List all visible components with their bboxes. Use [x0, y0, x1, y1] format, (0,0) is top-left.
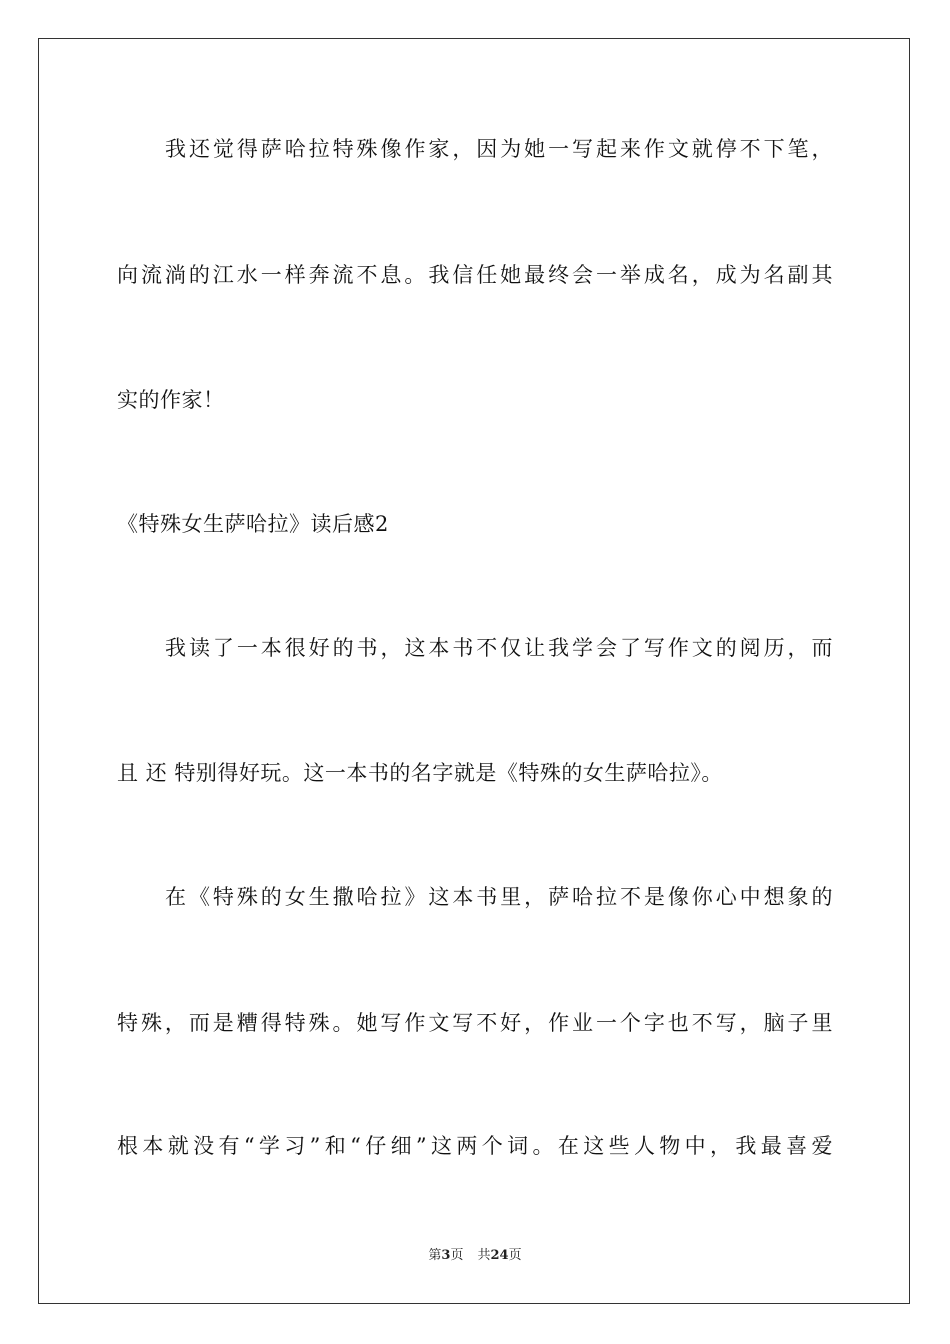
- page-footer: [0, 1247, 950, 1265]
- paragraph-line-8: 根本就没有“学习”和“仔细”这两个词。在这些人物中，我最喜爱: [117, 1134, 833, 1158]
- footer-page-prefix: 第: [428, 1248, 442, 1263]
- footer-page-total: 24: [490, 1248, 509, 1263]
- page-border: [38, 38, 910, 1304]
- paragraph-line-3: 实的作家！: [117, 388, 225, 412]
- paragraph-line-4: 我读了一本很好的书，这本书不仅让我学会了写作文的阅历，而: [165, 636, 833, 660]
- paragraph-line-6: 在《特殊的女生撒哈拉》这本书里，萨哈拉不是像你心中想象的: [165, 885, 833, 909]
- paragraph-line-7: 特殊，而是糟得特殊。她写作文写不好，作业一个字也不写，脑子里: [117, 1011, 833, 1035]
- paragraph-line-2: 向流淌的江水一样奔流不息。我信任她最终会一举成名，成为名副其: [117, 263, 833, 287]
- section-heading: 《特殊女生萨哈拉》读后感2: [117, 512, 389, 536]
- footer-page-current: 3: [441, 1248, 451, 1263]
- footer-total-suffix: 页: [508, 1248, 522, 1263]
- paragraph-line-1: 我还觉得萨哈拉特殊像作家，因为她一写起来作文就停不下笔，: [165, 137, 833, 161]
- paragraph-line-5: 且 还 特别得好玩。这一本书的名字就是《特殊的女生萨哈拉》。: [117, 761, 723, 785]
- footer-total-prefix: 共: [477, 1248, 491, 1263]
- footer-page-suffix: 页: [450, 1248, 464, 1263]
